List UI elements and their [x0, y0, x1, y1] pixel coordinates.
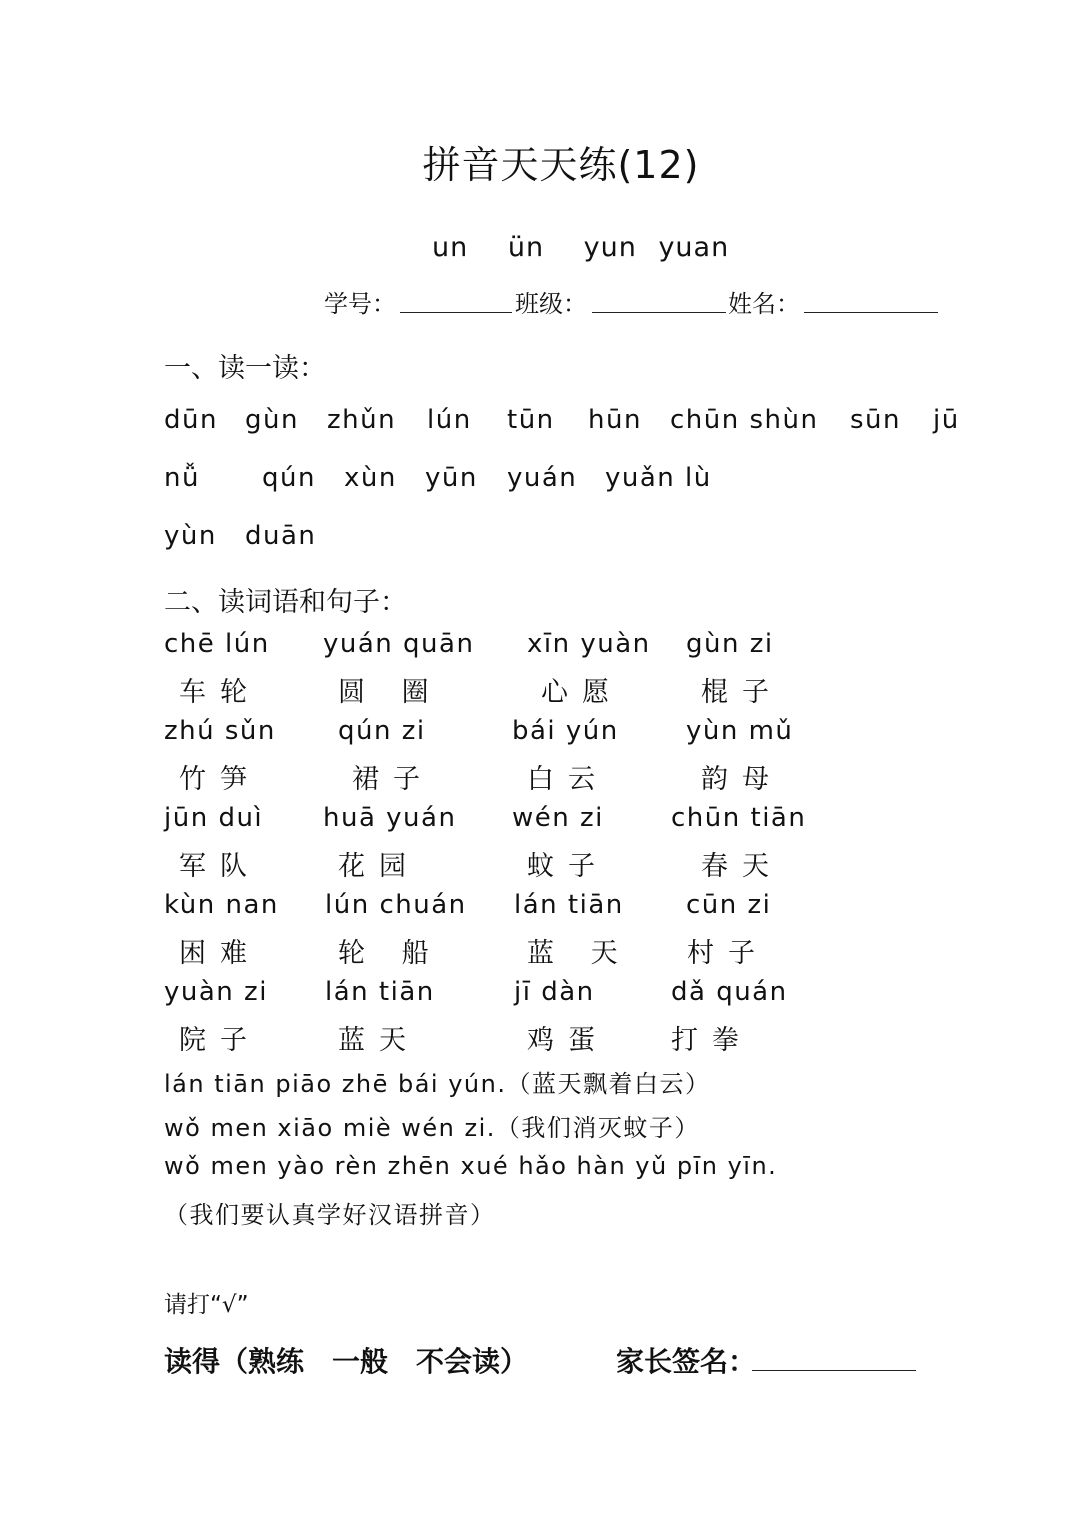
word-pinyin: chūn tiān [671, 803, 807, 833]
word-pinyin: gùn zi [686, 629, 774, 659]
parent-signature-label: 家长签名： [616, 1345, 757, 1378]
sentence: wǒ men yào rèn zhēn xué hǎo hàn yǔ pīn yīn. [164, 1152, 778, 1180]
word-hanzi: 棍子 [701, 677, 783, 708]
student-no-blank[interactable] [400, 286, 512, 313]
word-hanzi: 圆 圈 [338, 677, 443, 708]
pinyin-syllable: gùn [245, 405, 299, 435]
word-pinyin: qún zi [338, 716, 426, 746]
word-hanzi: 花园 [338, 851, 420, 882]
pinyin-syllable: nǚ [164, 463, 200, 493]
word-pinyin: jī dàn [514, 977, 595, 1007]
rhymes-line [432, 232, 759, 263]
word-pinyin: bái yún [512, 716, 619, 746]
rhyme: ün [507, 232, 545, 263]
class-blank[interactable] [592, 286, 726, 313]
pinyin-syllable: sūn [850, 405, 902, 435]
pinyin-syllable: chūn shùn [670, 405, 819, 435]
word-pinyin: yuàn zi [164, 977, 268, 1007]
section1-heading: 一、读一读： [164, 353, 326, 384]
pinyin-syllable: xùn [344, 463, 397, 493]
student-no-label: 学号： [324, 290, 396, 318]
pinyin-syllable: yuán [507, 463, 578, 493]
word-hanzi: 韵母 [701, 764, 783, 795]
word-pinyin: lán tiān [514, 890, 624, 920]
parent-signature-blank[interactable] [752, 1344, 916, 1371]
pinyin-syllable: yùn [164, 521, 217, 551]
check-prompt: 请打“√” [164, 1292, 249, 1318]
sentence: lán tiān piāo zhē bái yún.（蓝天飘着白云） [164, 1070, 711, 1098]
word-pinyin: lún chuán [325, 890, 467, 920]
word-hanzi: 蚊子 [527, 851, 609, 882]
word-hanzi: 裙子 [352, 764, 434, 795]
word-pinyin: jūn duì [164, 803, 264, 833]
name-blank[interactable] [804, 286, 938, 313]
word-hanzi: 打拳 [671, 1025, 753, 1056]
word-hanzi: 蓝 天 [527, 938, 632, 969]
word-pinyin: huā yuán [323, 803, 457, 833]
pinyin-syllable: yūn [425, 463, 478, 493]
word-pinyin: chē lún [164, 629, 270, 659]
word-hanzi: 蓝天 [338, 1025, 420, 1056]
class-label: 班级： [515, 290, 587, 318]
word-hanzi: 困难 [179, 938, 261, 969]
word-pinyin: yuán quān [323, 629, 475, 659]
word-pinyin: xīn yuàn [527, 629, 651, 659]
pinyin-syllable: lún [427, 405, 472, 435]
word-hanzi: 鸡蛋 [527, 1025, 609, 1056]
word-pinyin: dǎ quán [671, 977, 788, 1007]
pinyin-syllable: tūn [507, 405, 555, 435]
word-hanzi: 白云 [527, 764, 609, 795]
word-pinyin: yùn mǔ [686, 716, 794, 746]
sentence: （我们要认真学好汉语拼音） [164, 1201, 496, 1229]
rhyme: yuan [658, 232, 730, 263]
word-hanzi: 军队 [179, 851, 261, 882]
rhyme: un [432, 232, 469, 263]
word-pinyin: kùn nan [164, 890, 279, 920]
section2-heading: 二、读词语和句子： [164, 587, 407, 618]
pinyin-syllable: hūn [588, 405, 642, 435]
word-hanzi: 春天 [701, 851, 783, 882]
pinyin-syllable: zhǔn [327, 405, 397, 435]
name-label: 姓名： [728, 290, 800, 318]
word-pinyin: cūn zi [686, 890, 772, 920]
reading-level-label: 读得（熟练 一般 不会读） [164, 1345, 529, 1378]
page-title: 拼音天天练(12) [422, 143, 700, 187]
rhyme: yun [583, 232, 637, 263]
word-hanzi: 院子 [179, 1025, 261, 1056]
word-hanzi: 车轮 [179, 677, 261, 708]
pinyin-syllable: duān [245, 521, 317, 551]
word-hanzi: 村子 [687, 938, 769, 969]
word-hanzi: 轮 船 [338, 938, 443, 969]
word-pinyin: wén zi [512, 803, 604, 833]
word-hanzi: 心愿 [541, 677, 623, 708]
pinyin-syllable: qún [262, 463, 316, 493]
pinyin-syllable: dūn [164, 405, 218, 435]
word-hanzi: 竹笋 [179, 764, 261, 795]
pinyin-syllable: yuǎn lù [605, 463, 712, 493]
sentence: wǒ men xiāo miè wén zi.（我们消灭蚊子） [164, 1114, 700, 1142]
pinyin-syllable: jū [933, 405, 960, 435]
word-pinyin: lán tiān [325, 977, 435, 1007]
word-pinyin: zhú sǔn [164, 716, 276, 746]
